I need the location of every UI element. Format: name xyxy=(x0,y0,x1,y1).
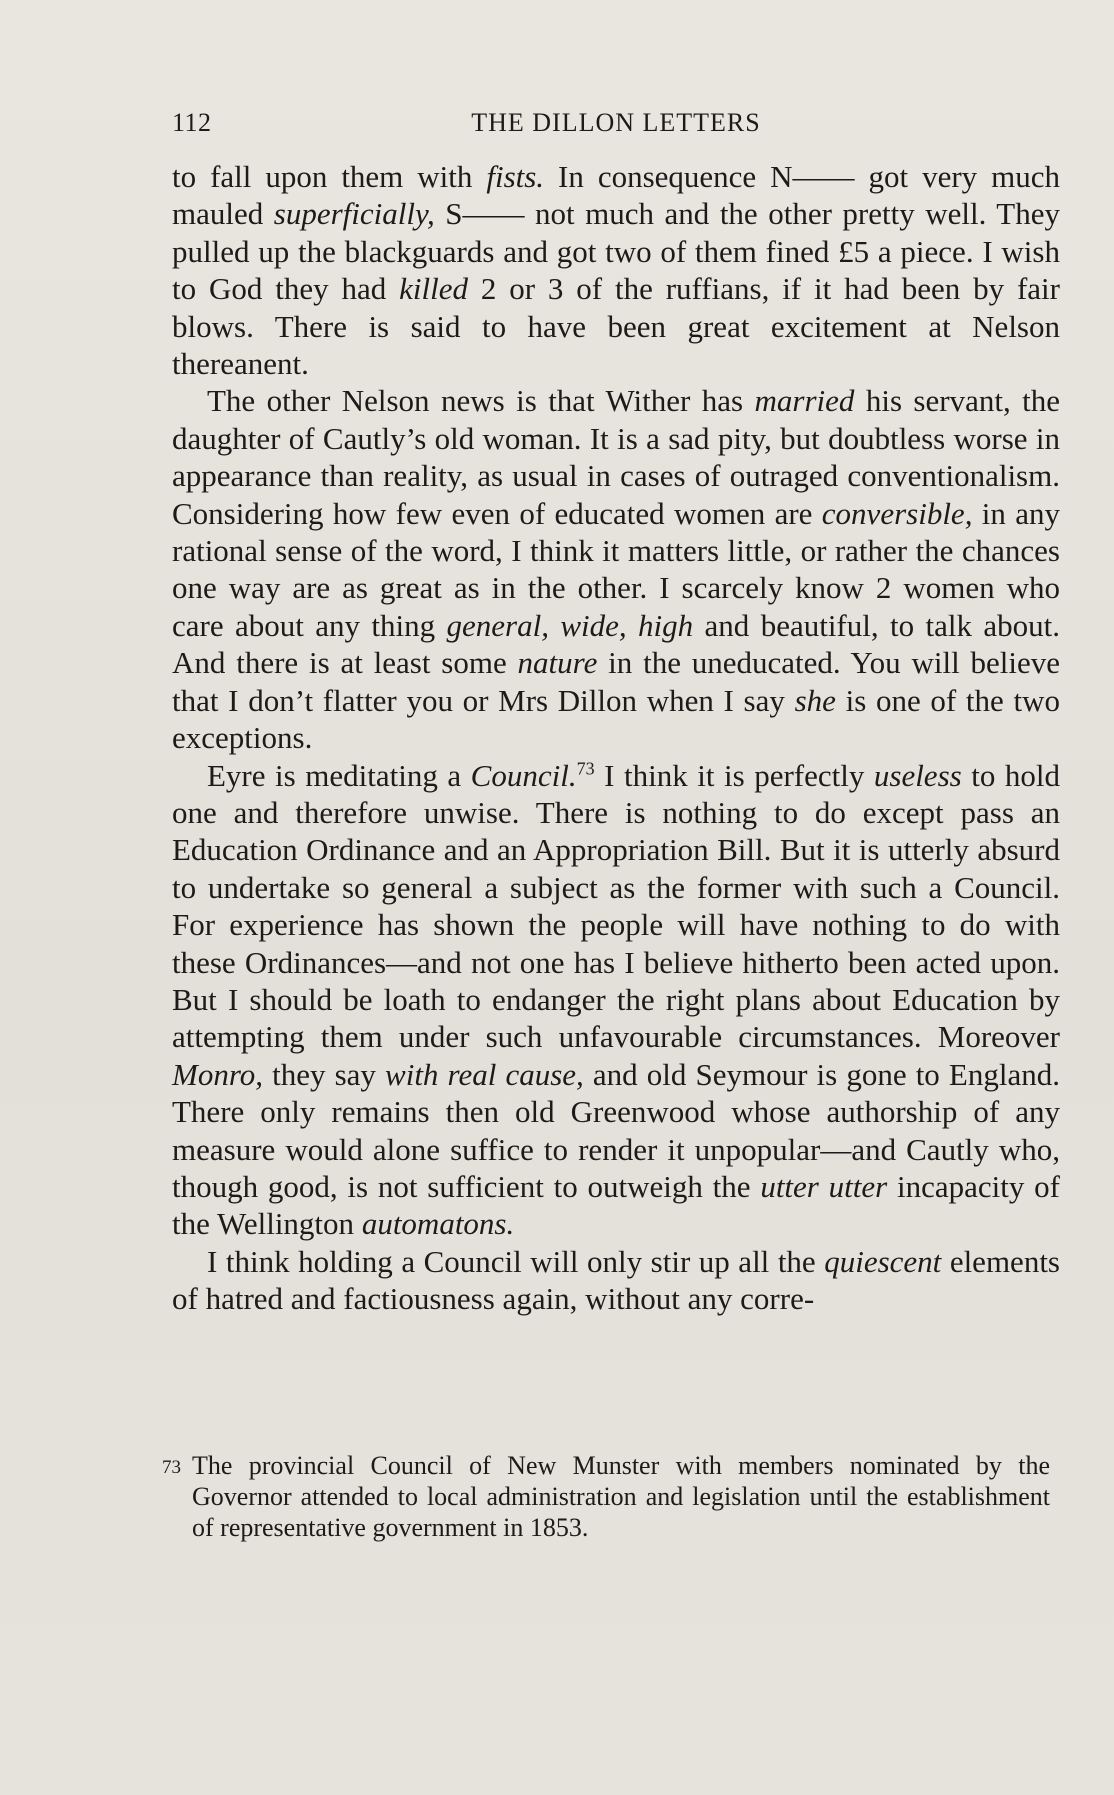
running-title: THE DILLON LETTERS xyxy=(471,108,761,137)
page-header xyxy=(172,108,1060,140)
text-run: to hold one and therefore unwise. There is nothing to do except pass an Education Ordinance and an Appropriation Bill. But it is utterly absurd to undertake so general a subject as the former with such a Council. For experience has shown the people will have nothing to do with these Ordinances—and not one has I believe hitherto been acted upon. But I should be loath to endanger the right plans about Education by attempting them under such unfavourable circumstances. Moreover xyxy=(172,757,1060,1055)
footnote-text: The provincial Council of New Munster with members nominated by the Governor attended to local administration and legislation until the establishment of representative government in 1853. xyxy=(192,1451,1050,1542)
text-run: and beautiful, to talk about. And there is at least some xyxy=(172,607,1060,681)
text-run: in the uneducated. You will believe that I don’t flatter you or Mrs Dillon when I say xyxy=(172,645,1060,718)
italic-text: Monro, xyxy=(172,1056,263,1092)
text-run: 2 or 3 of the ruffians, if it had been by fair blows. There is said to have been great excitement at Nelson thereanent. xyxy=(172,271,1060,382)
italic-text: with real cause, xyxy=(385,1056,584,1092)
text-run: I think holding a Council will only stir up all the xyxy=(207,1243,825,1279)
italic-text: automatons. xyxy=(361,1206,515,1242)
italic-text: killed xyxy=(399,271,468,307)
italic-text: Council. xyxy=(470,757,577,793)
italic-text: general, wide, high xyxy=(446,607,694,643)
text-run: The other Nelson news is that Wither has xyxy=(207,383,755,419)
italic-text: useless xyxy=(873,757,962,793)
text-run: to fall upon them with xyxy=(172,159,487,194)
italic-text: utter utter xyxy=(760,1168,888,1204)
text-run: I think it is perfectly xyxy=(594,757,874,793)
footnote-marker: 73 xyxy=(162,1457,181,1478)
text-run: incapacity of the Wellington xyxy=(172,1168,1060,1242)
italic-text: she xyxy=(794,682,836,718)
italic-text: fists. xyxy=(486,159,545,194)
text-run: in any rational sense of the word, I think it matters little, or rather the chances one way are as great as in the other. I scarcely know 2 women who care about any thing xyxy=(172,495,1061,643)
text-run: elements of hatred and factiousness again, without any corre- xyxy=(172,1243,1060,1317)
body-text xyxy=(172,158,1060,1318)
footnote xyxy=(162,1450,1050,1543)
footnote-reference: 73 xyxy=(576,758,595,779)
text-run: and old Seymour is gone to England. There only remains then old Greenwood whose authorship of any measure would alone suffice to render it unpopular—and Cautly who, though good, is not sufficient to outweigh the xyxy=(172,1056,1060,1204)
text-run: is one of the two exceptions. xyxy=(172,682,1060,756)
italic-text: married xyxy=(754,383,855,419)
italic-text: superficially, xyxy=(273,196,435,232)
text-run: Eyre is meditating a xyxy=(207,757,471,793)
text-run: In consequence N—— got very much mauled xyxy=(172,159,1060,232)
paragraph xyxy=(172,1243,1060,1318)
italic-text: quiescent xyxy=(824,1243,942,1279)
italic-text: conversible, xyxy=(821,495,973,531)
text-run: they say xyxy=(263,1056,386,1092)
text-run: his servant, the daughter of Cautly’s old woman. It is a sad pity, but doubtless worse in appearance than reality, as usual in cases of outraged conventionalism. Considering how few even of educated women are xyxy=(172,383,1060,531)
paragraph xyxy=(172,382,1060,756)
text-run: S—— not much and the other pretty well. They pulled up the blackguards and got two of them fined £5 a piece. I wish to God they had xyxy=(172,196,1060,307)
page-number: 112 xyxy=(172,108,212,137)
paragraph xyxy=(172,158,1060,382)
paragraph xyxy=(172,757,1060,1243)
italic-text: nature xyxy=(517,645,598,681)
